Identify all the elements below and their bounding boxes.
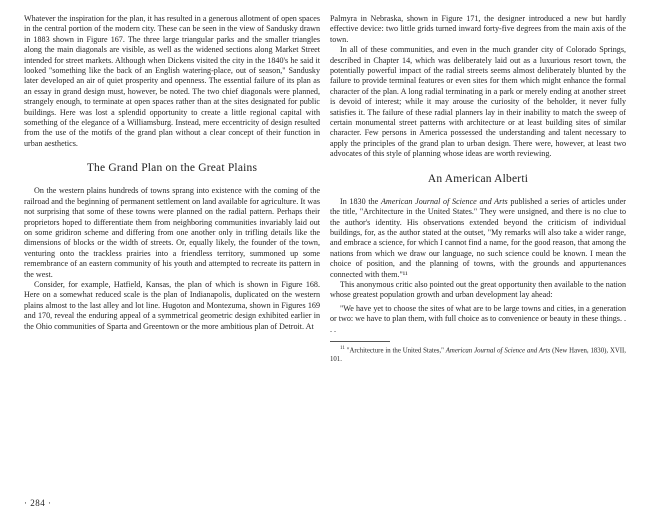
text: (New Haven, 1830), XVII, 101. bbox=[330, 347, 627, 363]
paragraph bbox=[330, 197, 626, 280]
paragraph: This anonymous critic also pointed out the great opportunity then available to the nation whose greatest population growth and urban development lay ahead: bbox=[330, 279, 626, 300]
right-column bbox=[330, 14, 626, 364]
paragraph: Whatever the inspiration for the plan, it has resulted in a generous allotment of open spaces in the central portion of the modern city. These can be seen in the view of Sandusky drawn in 1883 shown in Figure 167. The three large triangular parks and the smaller triangles along the main diagonals are visible, as well as the widened sections along Market Street intended for street markets. Although when Dickens visited the city in the 1840's he said it looked "something like the back of an English watering-place, out of season," Sandusky later developed an air of quiet prosperity and openness. The essential failure of its plan as an essay in grand design must, however, be noted. The two chief diagonals were planned, strangely enough, to terminate at open spaces rather than at the sites designated for public buildings. Here was lost a splendid opportunity to create a little regional capital with something of the elegance of a Williamsburg. Instead, mere eccentricity of design resulted from the use of the motifs of the grand plan without a clear concept of their function in urban aesthetics. bbox=[24, 14, 320, 148]
paragraph: In all of these communities, and even in the much grander city of Colorado Springs, described in Chapter 14, which was deliberately laid out as a luxurious resort town, the potentially powerful impact of the radial streets seems almost deliberately blunted by the failure to provide terminal features or even sites for them which might enhance the formal character of the plan. A long radial terminating in a park or merely ending at another street is devoid of interest; while it may arouse the curiosity of the beholder, it never fully satisfies it. The failure of these radial planners lay in their inability to match the sweep of certain monumental street patterns with architecture or at least building sites of similar character. Few persons in America possessed the understanding and talent necessary to apply the principles of the grand plan to urban design. There were, however, at least two advocates of this style of planning whose ideas are worth reviewing. bbox=[330, 45, 626, 159]
text: In 1830 the bbox=[340, 196, 381, 206]
footnote-rule bbox=[330, 341, 390, 342]
section-heading: The Grand Plan on the Great Plains bbox=[86, 162, 258, 175]
footnote-mark: 11 bbox=[340, 345, 345, 351]
text: published a series of articles under the title, "Architecture in the United States." They were unsigned, and there is no clue to the author's identity. His observations extended beyond the criticism of individual buildings, for, as the author stated at the outset, "My remarks will also take a wider range, and embrace a science, for which I cannot find a name, for the good reason, that among the nations from which we draw our language, no such science could be known. I mean the choice of position, and the planning of towns, with the grounds and appurtenances connected with them."¹¹ bbox=[330, 196, 626, 279]
paragraph: Palmyra in Nebraska, shown in Figure 171, the designer introduced a new but hardly effective device: two little grids turned inward forty-five degrees from the main axis of the town. bbox=[330, 14, 626, 44]
text: "Architecture in the United States," bbox=[344, 347, 446, 355]
section-heading: An American Alberti bbox=[427, 172, 529, 185]
footnote bbox=[330, 345, 626, 364]
journal-title: American Journal of Science and Arts bbox=[380, 196, 508, 206]
paragraph: Consider, for example, Hatfield, Kansas, the plan of which is shown in Figure 168. Here on a somewhat reduced scale is the plan of Indianapolis, duplicated on the western plains almost to the last alley and lot line. Hugoton and Montezuma, shown in Figures 169 and 170, reveal the enduring appeal of a symmetrical geometric design exhibited earlier in the Ohio communities of Sparta and Greentown or the more ambitious plan of Detroit. At bbox=[24, 279, 320, 331]
paragraph: On the western plains hundreds of towns sprang into existence with the coming of the railroad and the beginning of permanent settlement on land available for agriculture. It was not surprising that some of these towns were planned on the radial pattern. Perhaps their proprietors hoped to differentiate them from neighboring communities invariably laid out on some gridiron scheme and differing from one another only in trifling details like the dimensions of blocks or the width of streets. Or, equally likely, the founder of the town, venturing onto the trackless prairies into a friendless territory, summoned up some remembrance of an eastern community of his youth and attempted to recreate its pattern in the west. bbox=[24, 186, 320, 279]
left-column bbox=[24, 14, 320, 332]
page-number: · 284 · bbox=[24, 498, 52, 508]
journal-title: American Journal of Science and Arts bbox=[445, 347, 551, 355]
block-quote: "We have yet to choose the sites of what are to be large towns and cities, in a generation or two: we have to plan them, with full choice as to convenience or beauty in these things. . . . bbox=[330, 303, 627, 334]
